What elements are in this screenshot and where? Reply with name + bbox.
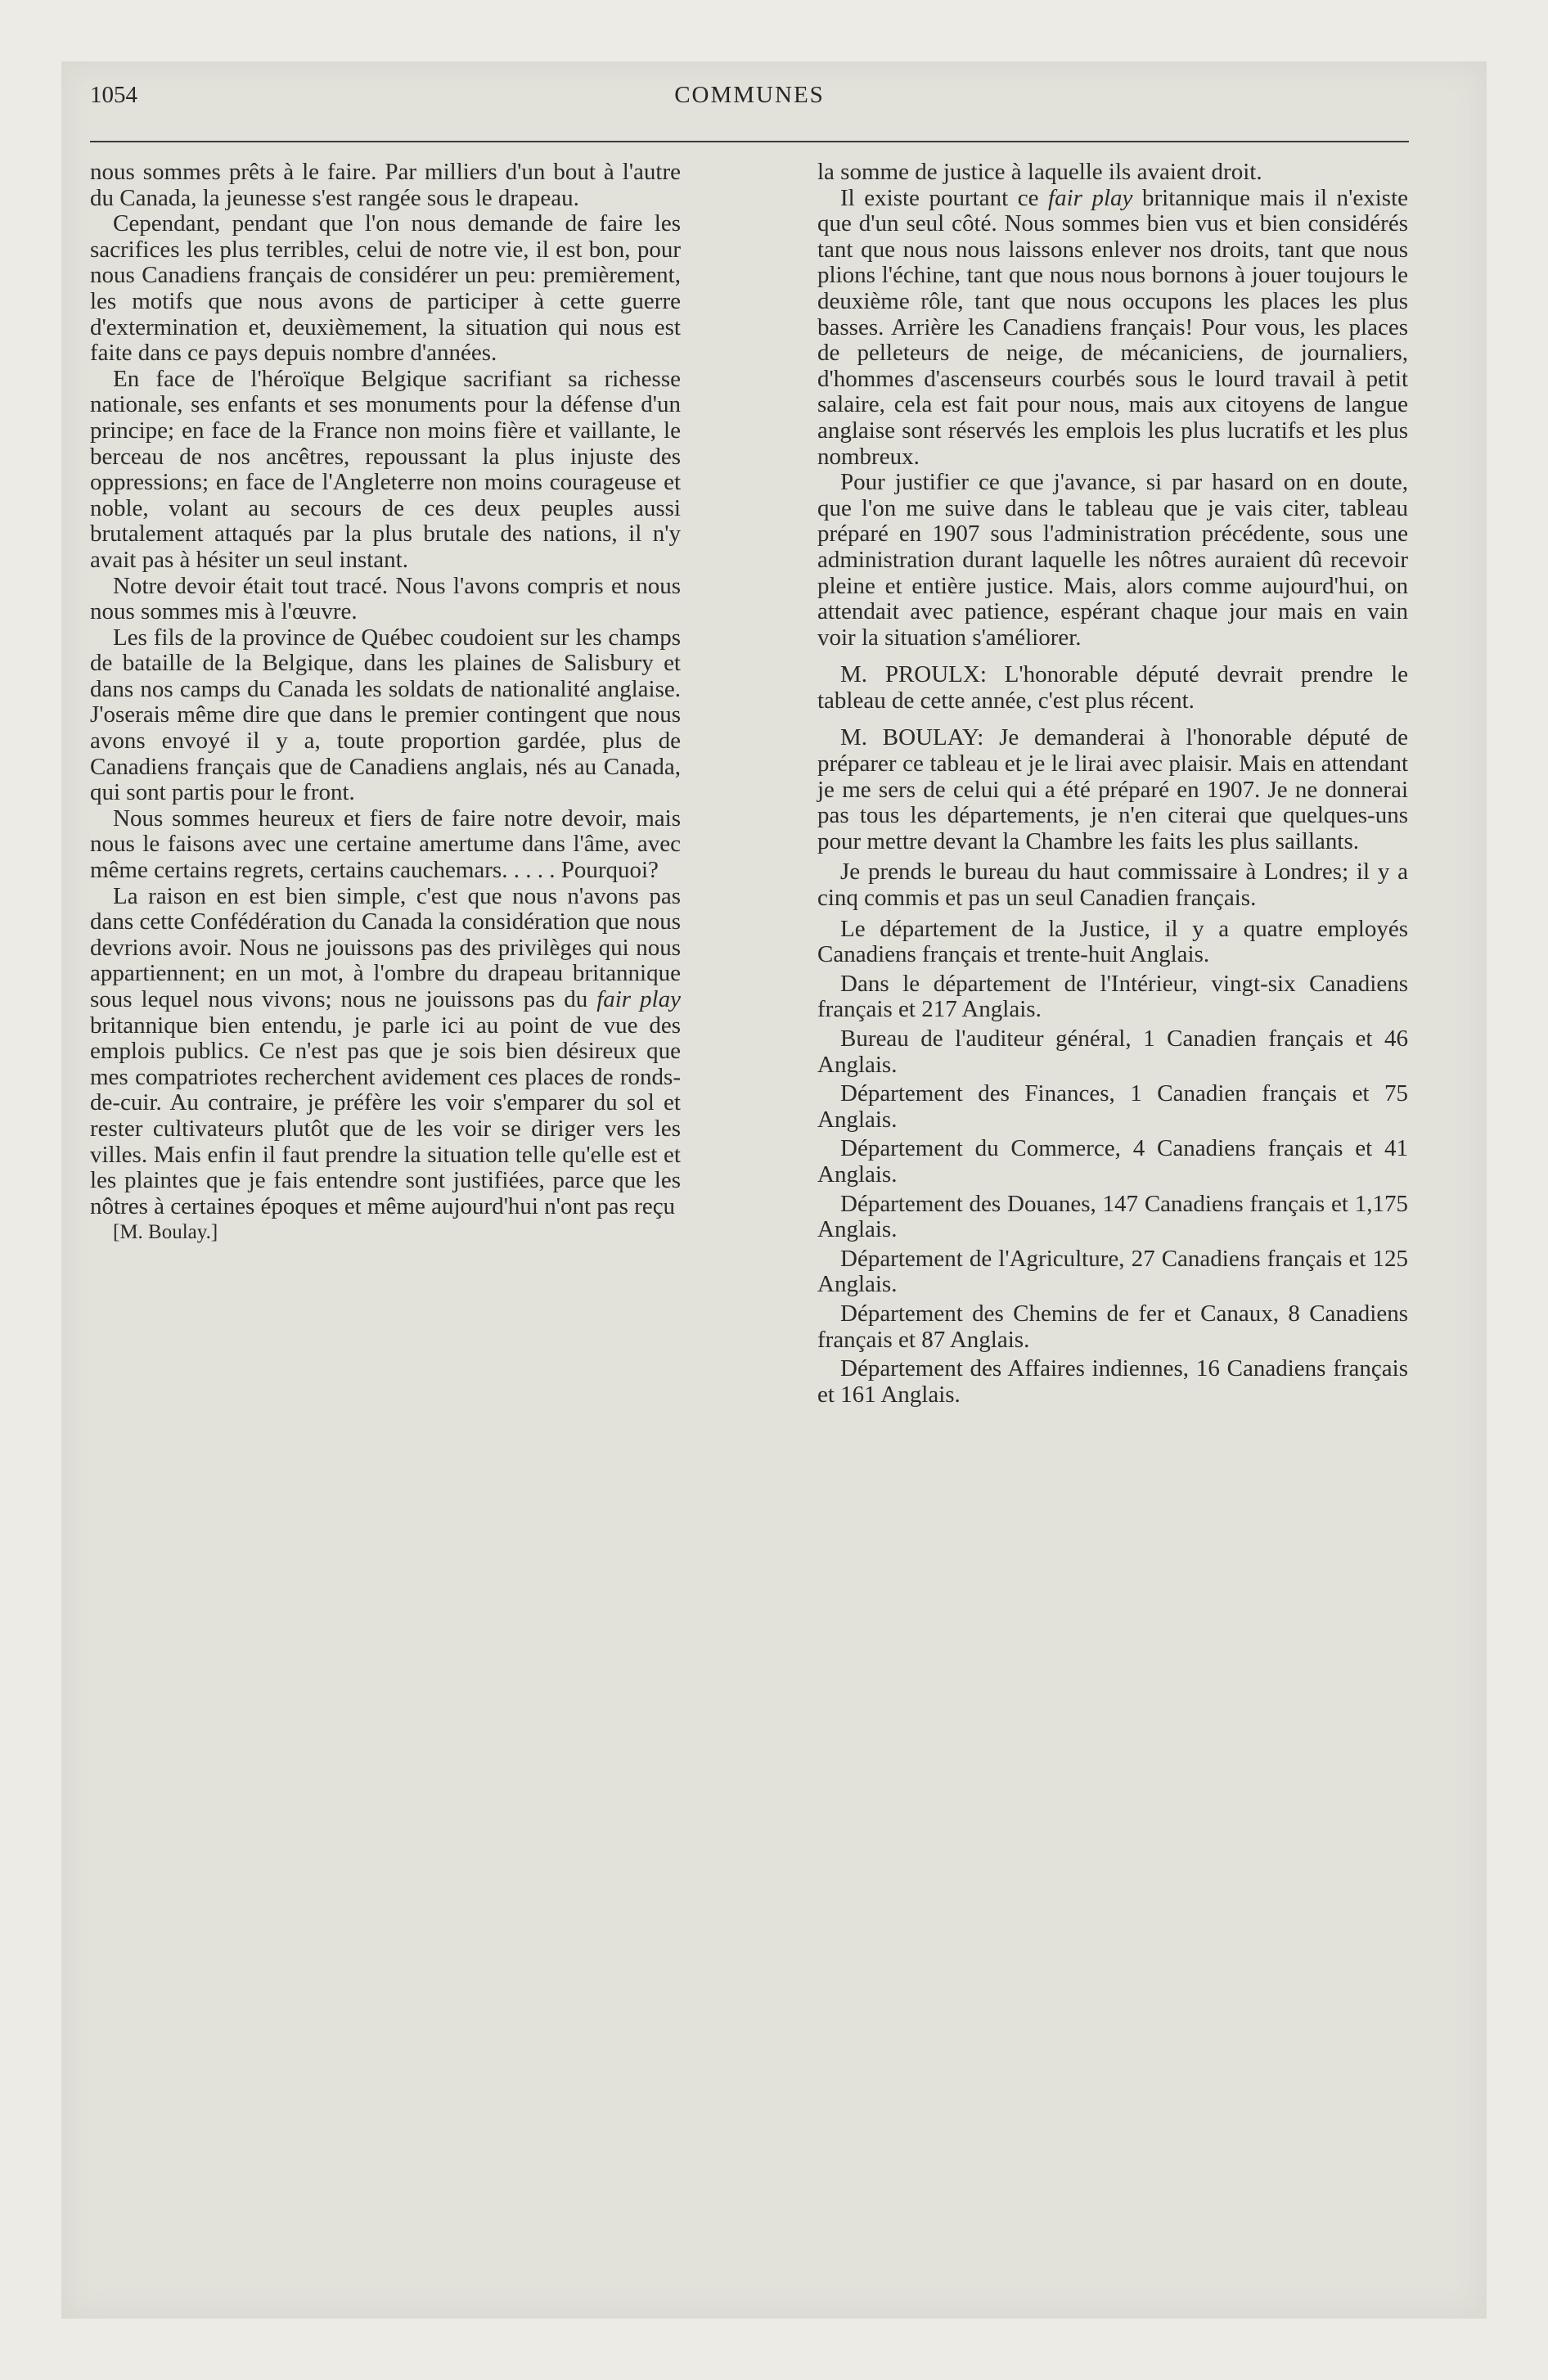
department-stat: Département du Commerce, 4 Canadiens français et 41 Anglais.: [817, 1135, 1408, 1188]
department-stat: Département des Affaires indiennes, 16 Canadiens français et 161 Anglais.: [817, 1355, 1408, 1408]
header-rule: [90, 141, 1409, 142]
paragraph: [817, 186, 1408, 471]
speech-boulay: M. BOULAY: Je demanderai à l'honorable député de préparer ce tableau et je le lirai avec plaisir. Mais en attendant je me sers de celui qui a été préparé en 1907. Je ne donnerai pas tous les départements, je n'en citerai que quelques-uns pour mettre devant la Chambre les faits les plus saillants.: [817, 724, 1408, 854]
paragraph: Notre devoir était tout tracé. Nous l'avons compris et nous nous sommes mis à l'œuvre.: [90, 572, 681, 625]
text-run: Il existe pourtant ce: [840, 184, 1049, 211]
paragraph: Le département de la Justice, il y a quatre employés Canadiens français et trente-huit Anglais.: [817, 915, 1408, 968]
paragraph: Pour justifier ce que j'avance, si par hasard on en doute, que l'on me suive dans le tableau que je vais citer, tableau préparé en 1907 sous l'administration précédente, sous une administration durant laquelle les nôtres auraient dû recevoir pleine et entière justice. Mais, alors comme aujourd'hui, on attendait avec patience, espérant chaque jour mais en vain voir la situation s'améliorer.: [817, 469, 1408, 651]
paragraph: En face de l'héroïque Belgique sacrifiant sa richesse nationale, ses enfants et ses monuments pour la défense d'un principe; en face de la France non moins fière et vaillante, le berceau de nos ancêtres, repoussant la plus injuste des oppressions; en face de l'Angleterre non moins courageuse et noble, volant au secours de ces deux peuples aussi brutalement attaqués par la plus brutale des nations, il n'y avait pas à hésiter un seul instant.: [90, 365, 681, 573]
speech-proulx: M. PROULX: L'honorable député devrait prendre le tableau de cette année, c'est plus récent.: [817, 661, 1408, 714]
paragraph: la somme de justice à laquelle ils avaient droit.: [817, 159, 1262, 185]
department-stat: Département des Finances, 1 Canadien français et 75 Anglais.: [817, 1080, 1408, 1133]
text-run: La raison en est bien simple, c'est que nous n'avons pas dans cette Confédération du Canada la considération que nous devrions avoir. Nous ne jouissons pas des privilèges qui nous appartiennent; en un mot, à l'ombre du drapeau britannique sous lequel nous vivons; nous ne jouissons pas du: [90, 882, 681, 1012]
paragraph: nous sommes prêts à le faire. Par milliers d'un bout à l'autre du Canada, la jeunesse s'est rangée sous le drapeau.: [90, 159, 681, 211]
italic-phrase: fair play: [596, 986, 681, 1012]
left-column: [90, 160, 681, 1246]
text-run: britannique bien entendu, je parle ici au point de vue des emplois publics. Ce n'est pas que je sois bien désireux que mes compatriotes recherchent avidement ces places de ronds-de-cuir. Au contraire, je préfère les voir s'emparer du sol et rester cultivateurs plutôt que de les voir se diriger vers les villes. Mais enfin il faut prendre la situation telle qu'elle est et les plaintes que je fais entendre sont justifiées, parce que les nôtres à certaines époques et même aujourd'hui n'ont pas reçu: [90, 1012, 681, 1219]
page-number: 1054: [90, 82, 137, 108]
page-header: [90, 82, 1409, 123]
running-title: COMMUNES: [674, 82, 825, 108]
department-stat: Bureau de l'auditeur général, 1 Canadien français et 46 Anglais.: [817, 1025, 1408, 1078]
department-stat: Dans le département de l'Intérieur, vingt-six Canadiens français et 217 Anglais.: [817, 970, 1408, 1023]
paragraph: [90, 884, 681, 1220]
department-stat: Département de l'Agriculture, 27 Canadiens français et 125 Anglais.: [817, 1245, 1408, 1298]
right-column: [817, 160, 1408, 1408]
text-run: britannique mais il n'existe que d'un seul côté. Nous sommes bien vus et bien considérés tant que nous nous laissons enlever nos droits, tant que nous plions l'échine, tant que nous nous bornons à jouer toujours le deuxième rôle, tant que nous occupons les places les plus basses. Arrière les Canadiens français! Pour vous, les places de pelleteurs de neige, de mécaniciens, de journaliers, d'hommes d'ascenseurs courbés sous le lourd travail à petit salaire, cela est fait pour nous, mais aux citoyens de langue anglaise sont réservés les emplois les plus lucratifs et les plus nombreux.: [817, 184, 1409, 470]
department-stat: Département des Chemins de fer et Canaux, 8 Canadiens français et 87 Anglais.: [817, 1300, 1408, 1353]
paragraph: Nous sommes heureux et fiers de faire notre devoir, mais nous le faisons avec une certaine amertume dans l'âme, avec même certains regrets, certains cauchemars. . . . . Pourquoi?: [90, 805, 681, 884]
department-stat: Département des Douanes, 147 Canadiens français et 1,175 Anglais.: [817, 1190, 1408, 1243]
paragraph: Les fils de la province de Québec coudoient sur les champs de bataille de la Belgique, dans les plaines de Salisbury et dans nos camps du Canada les soldats de nationalité anglaise. J'oserais même dire que dans le premier contingent que nous avons envoyé il y a, toute proportion gardée, plus de Canadiens français que de Canadiens anglais, nés au Canada, qui sont partis pour le front.: [90, 624, 681, 806]
speaker-signature: [M. Boulay.]: [113, 1221, 218, 1244]
italic-phrase: fair play: [1048, 184, 1133, 211]
paragraph: Je prends le bureau du haut commissaire à Londres; il y a cinq commis et pas un seul Canadien français.: [817, 859, 1408, 912]
paragraph: Cependant, pendant que l'on nous demande de faire les sacrifices les plus terribles, celui de notre vie, il est bon, pour nous Canadiens français de considérer un peu: premièrement, les motifs que nous avons de participer à cette guerre d'extermination et, deuxièmement, la situation qui nous est faite dans ce pays depuis nombre d'années.: [90, 210, 681, 367]
